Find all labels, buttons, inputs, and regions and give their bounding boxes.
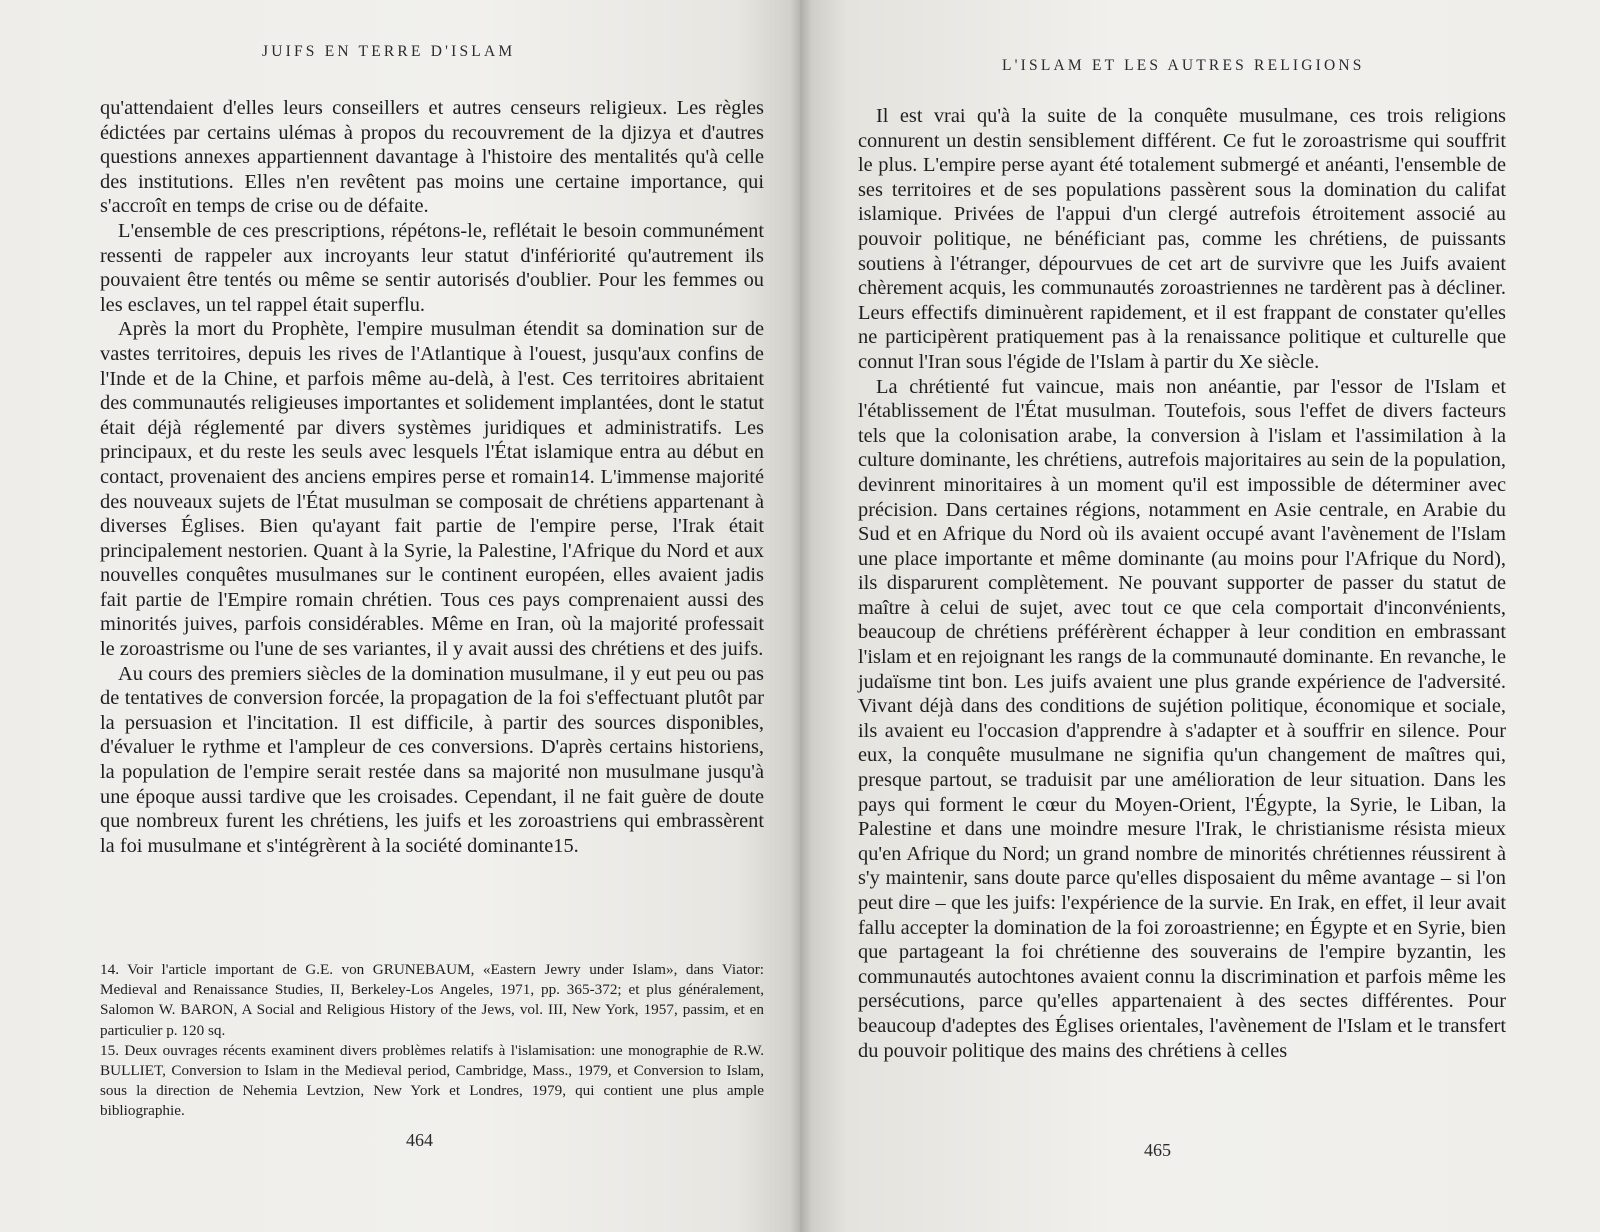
left-page-number: 464 — [406, 1130, 433, 1150]
right-page-number: 465 — [1144, 1140, 1171, 1160]
footnote-15: 15. Deux ouvrages récents examinent divers problèmes relatifs à l'islamisation: une monographie de R.W. BULLIET, Conversion to Islam in the Medieval period, Cambridge, Mass., 1979, et Conversion to Islam, sous la direction de Nehemia Levtzion, New York et Londres, 1979, qui contient une plus ample bibliographie. — [100, 1041, 764, 1120]
left-footnotes — [100, 960, 764, 1122]
right-paragraph-2: La chrétienté fut vaincue, mais non anéantie, par l'essor de l'Islam et l'établissement de l'État musulman. Toutefois, sous l'effet de divers facteurs tels que la colonisation arabe, la conversion à l'islam et l'assimilation à la culture dominante, les chrétiens, autrefois majoritaires au sein de la population, devinrent minoritaires à un moment qu'il est impossible de déterminer avec précision. Dans certaines régions, notamment en Asie centrale, en Arabie du Sud et en Afrique du Nord où ils avaient occupé avant l'avènement de l'Islam une place importante et même dominante (au moins pour l'Afrique du Nord), ils disparurent complètement. Ne pouvant supporter de passer du statut de maître à celui de sujet, avec tout ce que cela comportait d'inconvénients, beaucoup de chrétiens préférèrent échapper à leur condition en embrassant l'islam et en rejoignant les rangs de la communauté dominante. En revanche, le judaïsme tint bon. Les juifs avaient une plus grande expérience de l'adversité. Vivant déjà dans des conditions de sujétion politique, économique et sociale, ils avaient eu l'occasion d'apprendre à s'adapter et à souffrir en silence. Pour eux, la conquête musulmane ne signifia qu'un changement de maîtres qui, presque partout, se traduisit par une amélioration de leur situation. Dans les pays qui forment le cœur du Moyen-Orient, l'Égypte, la Syrie, le Liban, la Palestine et dans une moindre mesure l'Irak, le christianisme résista mieux qu'en Afrique du Nord; un grand nombre de minorités chrétiennes réussirent à s'y maintenir, sans doute parce qu'elles disposaient du même avantage – si l'on peut dire – que les juifs: l'expérience de la survie. En Irak, en effet, il leur avait fallu accepter la domination de la foi zoroastrienne; en Égypte et en Syrie, bien que partageant la foi chrétienne des souverains de l'empire byzantin, les communautés autochtones avaient connu la discrimination et parfois même les persécutions, parce qu'elles appartenaient à des sectes différentes. Pour beaucoup d'adeptes des Églises orientales, l'avènement de l'Islam et le transfert du pouvoir politique des mains des chrétiens à celles — [858, 375, 1506, 1062]
right-body-text — [858, 104, 1506, 1063]
book-gutter — [790, 0, 812, 1232]
left-paragraph-4: Au cours des premiers siècles de la domination musulmane, il y eut peu ou pas de tentatives de conversion forcée, la propagation de la foi s'effectuant plutôt par la persuasion et l'incitation. Il est difficile, à partir des sources disponibles, d'évaluer le rythme et l'ampleur de ces conversions. D'après certains historiens, la population de l'empire serait restée dans sa majorité non musulmane jusqu'à une époque aussi tardive que les croisades. Cependant, il ne fait guère de doute que nombreux furent les chrétiens, les juifs et les zoroastriens qui embrassèrent la foi musulmane et s'intégrèrent à la société dominante15. — [100, 662, 764, 857]
right-page — [800, 0, 1600, 1232]
right-running-head: L'ISLAM ET LES AUTRES RELIGIONS — [1002, 57, 1365, 74]
left-body-text — [100, 96, 764, 858]
right-paragraph-1: Il est vrai qu'à la suite de la conquête musulmane, ces trois religions connurent un destin sensiblement différent. Ce fut le zoroastrisme qui souffrit le plus. L'empire perse ayant été totalement submergé et anéanti, l'ensemble de ses territoires et de ses populations passèrent sous la domination du califat islamique. Privées de l'appui d'un clergé autrefois étroitement associé au pouvoir politique, ne bénéficiant pas, comme les chrétiens, de puissants soutiens à l'étranger, dépourvues de cet art de survivre que les Juifs avaient chèrement acquis, les communautés zoroastriennes ne tardèrent pas à décliner. Leurs effectifs diminuèrent rapidement, et il est frappant de constater qu'elles ne participèrent pratiquement pas à la renaissance politique et culturelle que connut l'Iran sous l'égide de l'Islam à partir du Xe siècle. — [858, 105, 1506, 373]
left-paragraph-2: L'ensemble de ces prescriptions, répétons-le, reflétait le besoin communément ressenti de rappeler aux incroyants leur statut d'infériorité qu'autrement ils pouvaient être tentés ou même se sentir autorisés d'oublier. Pour les femmes ou les esclaves, un tel rappel était superflu. — [100, 219, 764, 316]
left-paragraph-1: qu'attendaient d'elles leurs conseillers et autres censeurs religieux. Les règles édictées par certains ulémas à propos du recouvrement de la djizya et d'autres questions annexes appartiennent davantage à l'histoire des mentalités qu'à celle des institutions. Elles n'en revêtent pas moins une certaine importance, qui s'accroît en temps de crise ou de défaite. — [100, 97, 764, 218]
left-running-head: JUIFS EN TERRE D'ISLAM — [262, 43, 516, 60]
footnote-14: 14. Voir l'article important de G.E. von GRUNEBAUM, «Eastern Jewry under Islam», dans Viator: Medieval and Renaissance Studies, II, Berkeley-Los Angeles, 1971, pp. 365-372; et plus généralement, Salomon W. BARON, A Social and Religious History of the Jews, vol. III, New York, 1957, passim, et en particulier p. 120 sq. — [100, 961, 764, 1039]
left-paragraph-3: Après la mort du Prophète, l'empire musulman étendit sa domination sur de vastes territoires, depuis les rives de l'Atlantique à l'ouest, jusqu'aux confins de l'Inde et de la Chine, et parfois même au-delà, à l'est. Ces territoires abritaient des communautés religieuses importantes et solidement implantées, dont le statut était déjà réglementé par divers systèmes juridiques et administratifs. Les principaux, et du reste les seuls avec lesquels l'État islamique entra au début en contact, provenaient des anciens empires perse et romain14. L'immense majorité des nouveaux sujets de l'État musulman se composait de chrétiens appartenant à diverses Églises. Bien qu'ayant fait partie de l'empire perse, l'Irak était principalement nestorien. Quant à la Syrie, la Palestine, l'Afrique du Nord et aux nouvelles conquêtes musulmanes sur le continent européen, elles avaient jadis fait partie de l'Empire romain chrétien. Tous ces pays comprenaient aussi des minorités juives, parfois considérables. Même en Iran, où la majorité professait le zoroastrisme ou l'une de ses variantes, il y avait aussi des chrétiens et des juifs. — [100, 318, 764, 661]
